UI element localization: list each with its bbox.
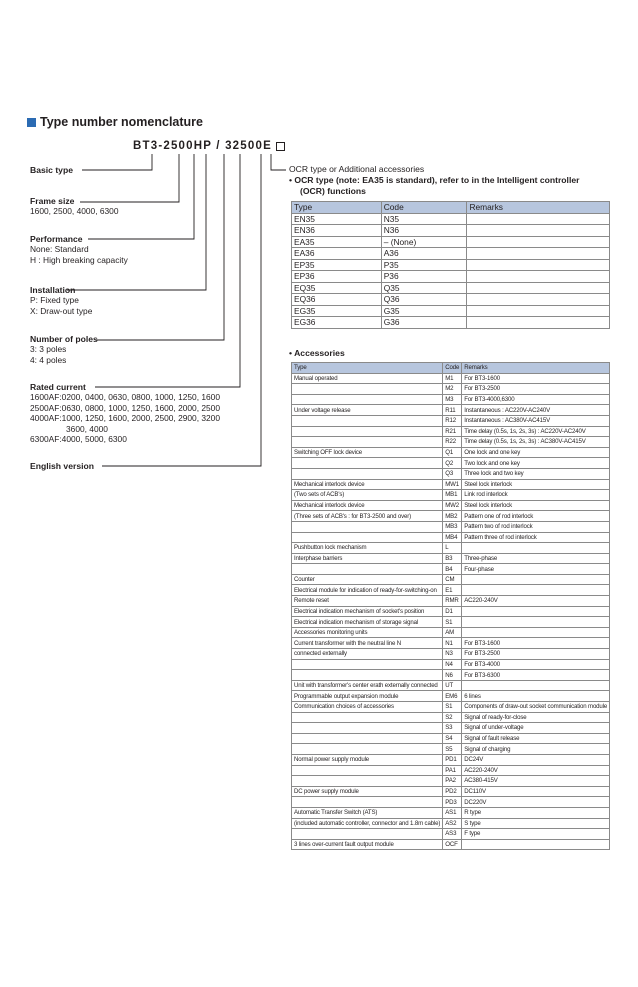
acc-row	[292, 500, 610, 511]
acc-row	[292, 765, 610, 776]
acc-cell: Automatic Transfer Switch (ATS)	[292, 807, 443, 818]
acc-cell: Instantaneous : AC380V-AC415V	[462, 415, 610, 426]
acc-cell: PA2	[443, 776, 462, 787]
acc-cell: Steel lock interlock	[462, 479, 610, 490]
ocr-subheading-cont: (OCR) functions	[300, 186, 366, 196]
ocr-cell: A36	[381, 248, 467, 260]
acc-row	[292, 670, 610, 681]
acc-cell: EM6	[443, 691, 462, 702]
acc-cell: Signal of charging	[462, 744, 610, 755]
ocr-header-cell: Code	[381, 202, 467, 214]
acc-cell: MW2	[443, 500, 462, 511]
acc-cell	[292, 426, 443, 437]
ocr-row	[292, 305, 610, 317]
annotation-line: 1600AF:0200, 0400, 0630, 0800, 1000, 1250, 1600	[30, 392, 220, 403]
acc-cell: R22	[443, 437, 462, 448]
acc-cell	[292, 712, 443, 723]
acc-cell: PD2	[443, 786, 462, 797]
acc-cell	[292, 797, 443, 808]
acc-row	[292, 807, 610, 818]
ocr-cell	[467, 317, 610, 329]
acc-cell: For BT3-1600	[462, 638, 610, 649]
annotation-line: 1600, 2500, 4000, 6300	[30, 206, 119, 217]
acc-row	[292, 415, 610, 426]
acc-cell: MB4	[443, 532, 462, 543]
annotation-title: English version	[30, 461, 94, 471]
acc-cell	[292, 468, 443, 479]
acc-cell	[462, 574, 610, 585]
acc-cell: For BT3-2500	[462, 649, 610, 660]
acc-cell: AS2	[443, 818, 462, 829]
acc-cell: CM	[443, 574, 462, 585]
acc-row	[292, 680, 610, 691]
acc-cell	[462, 839, 610, 850]
ocr-cell	[467, 282, 610, 294]
annotation-frame-size	[30, 196, 119, 217]
acc-row	[292, 426, 610, 437]
acc-cell: AC220-240V	[462, 596, 610, 607]
ocr-cell: EN35	[292, 213, 382, 225]
acc-cell: Mechanical interlock device	[292, 500, 443, 511]
ocr-header-cell: Remarks	[467, 202, 610, 214]
leader-frame-size	[80, 154, 179, 202]
acc-row	[292, 532, 610, 543]
acc-cell: DC110V	[462, 786, 610, 797]
annotation-line: P: Fixed type	[30, 295, 79, 306]
acc-cell: D1	[443, 606, 462, 617]
acc-cell: 6 lines	[462, 691, 610, 702]
acc-row	[292, 627, 610, 638]
acc-cell	[292, 829, 443, 840]
acc-cell: Instantaneous : AC220V-AC240V	[462, 405, 610, 416]
acc-row	[292, 479, 610, 490]
acc-cell: Time delay (0.5s, 1s, 2s, 3s) : AC380V-AC415V	[462, 437, 610, 448]
annotation-title: Number of poles	[30, 334, 98, 344]
leader-ocr	[271, 154, 286, 170]
ocr-heading: OCR type or Additional accessories	[289, 164, 425, 174]
acc-cell	[292, 384, 443, 395]
ocr-row	[292, 236, 610, 248]
ocr-cell: EP35	[292, 259, 382, 271]
acc-row	[292, 585, 610, 596]
acc-cell	[462, 627, 610, 638]
ocr-cell	[467, 236, 610, 248]
annotation-rated-current	[30, 382, 220, 444]
acc-cell: Accessories monitoring units	[292, 627, 443, 638]
acc-cell	[462, 543, 610, 554]
acc-row	[292, 564, 610, 575]
acc-cell: Communication choices of accessories	[292, 702, 443, 713]
leader-installation	[67, 154, 206, 290]
acc-row	[292, 723, 610, 734]
acc-row	[292, 521, 610, 532]
acc-cell: Electrical indication mechanism of storage signal	[292, 617, 443, 628]
acc-cell: N3	[443, 649, 462, 660]
leader-basic-type	[82, 154, 152, 170]
annotation-number-of-poles	[30, 334, 98, 365]
acc-header-cell: Code	[443, 363, 462, 374]
acc-row	[292, 543, 610, 554]
acc-cell: Interphase barriers	[292, 553, 443, 564]
acc-row	[292, 691, 610, 702]
acc-cell: MB2	[443, 511, 462, 522]
acc-row	[292, 405, 610, 416]
acc-cell: M1	[443, 373, 462, 384]
acc-row	[292, 596, 610, 607]
ocr-cell	[467, 213, 610, 225]
ocr-cell	[467, 225, 610, 237]
acc-cell	[292, 659, 443, 670]
acc-row	[292, 744, 610, 755]
acc-header-row	[292, 363, 610, 374]
annotation-title: Frame size	[30, 196, 75, 206]
annotation-line: 6300AF:4000, 5000, 6300	[30, 434, 127, 445]
acc-cell: S3	[443, 723, 462, 734]
acc-cell: For BT3-1600	[462, 373, 610, 384]
annotation-title: Rated current	[30, 382, 86, 392]
ocr-row	[292, 259, 610, 271]
ocr-cell: – (None)	[381, 236, 467, 248]
acc-cell: B4	[443, 564, 462, 575]
ocr-row	[292, 282, 610, 294]
acc-cell	[292, 521, 443, 532]
acc-cell: For BT3-4000	[462, 659, 610, 670]
acc-cell: Remote reset	[292, 596, 443, 607]
annotation-line: 3: 3 poles	[30, 344, 67, 355]
ocr-cell: EN36	[292, 225, 382, 237]
acc-header-cell: Remarks	[462, 363, 610, 374]
acc-cell	[292, 670, 443, 681]
acc-row	[292, 384, 610, 395]
acc-cell: S1	[443, 617, 462, 628]
annotation-line: None: Standard	[30, 244, 89, 255]
acc-cell: Time delay (0.5s, 1s, 2s, 3s) : AC220V-AC240V	[462, 426, 610, 437]
acc-cell	[292, 765, 443, 776]
acc-row	[292, 490, 610, 501]
acc-cell: RMR	[443, 596, 462, 607]
acc-cell	[292, 532, 443, 543]
ocr-row	[292, 294, 610, 306]
acc-cell	[292, 458, 443, 469]
acc-row	[292, 839, 610, 850]
acc-cell: Q1	[443, 447, 462, 458]
acc-cell: R21	[443, 426, 462, 437]
annotation-english-version	[30, 461, 94, 471]
annotation-line: 4000AF:1000, 1250, 1600, 2000, 2500, 2900, 3200	[30, 413, 220, 424]
acc-cell: S5	[443, 744, 462, 755]
acc-cell: One lock and one key	[462, 447, 610, 458]
acc-cell: AC380-415V	[462, 776, 610, 787]
acc-cell	[292, 394, 443, 405]
ocr-cell	[467, 259, 610, 271]
acc-cell: Counter	[292, 574, 443, 585]
ocr-cell: EP36	[292, 271, 382, 283]
acc-cell: For BT3-4000,6300	[462, 394, 610, 405]
ocr-cell	[467, 305, 610, 317]
acc-cell: E1	[443, 585, 462, 596]
acc-cell: R12	[443, 415, 462, 426]
ocr-cell: Q35	[381, 282, 467, 294]
acc-cell: Q3	[443, 468, 462, 479]
acc-cell	[462, 617, 610, 628]
ocr-cell	[467, 271, 610, 283]
acc-cell: Three-phase	[462, 553, 610, 564]
acc-cell: Electrical indication mechanism of socket's position	[292, 606, 443, 617]
ocr-row	[292, 213, 610, 225]
acc-cell: AC220-240V	[462, 765, 610, 776]
annotation-line: 2500AF:0630, 0800, 1000, 1250, 1600, 2000, 2500	[30, 402, 220, 413]
ocr-type-table	[291, 201, 610, 329]
acc-cell: Pattern one of rod interlock	[462, 511, 610, 522]
acc-cell: DC220V	[462, 797, 610, 808]
acc-cell: F type	[462, 829, 610, 840]
acc-cell: Two lock and one key	[462, 458, 610, 469]
acc-cell: (included automatic controller, connector and 1.8m cable)	[292, 818, 443, 829]
acc-cell: 3 lines over-current fault output module	[292, 839, 443, 850]
acc-cell: Electrical module for indication of ready-for-switching-on	[292, 585, 443, 596]
acc-row	[292, 733, 610, 744]
acc-cell: MW1	[443, 479, 462, 490]
acc-cell: B3	[443, 553, 462, 564]
acc-cell	[292, 723, 443, 734]
accessories-title: • Accessories	[289, 348, 345, 358]
acc-cell: MB3	[443, 521, 462, 532]
ocr-cell: Q36	[381, 294, 467, 306]
acc-row	[292, 468, 610, 479]
acc-row	[292, 606, 610, 617]
ocr-cell: P36	[381, 271, 467, 283]
acc-cell	[462, 680, 610, 691]
ocr-cell: P35	[381, 259, 467, 271]
acc-cell: Pattern three of rod interlock	[462, 532, 610, 543]
acc-cell: M3	[443, 394, 462, 405]
ocr-cell: EA35	[292, 236, 382, 248]
acc-cell	[292, 415, 443, 426]
model-code-text: BT3-2500HP / 32500E	[133, 140, 272, 152]
annotation-performance	[30, 234, 128, 265]
annotation-line: H : High breaking capacity	[30, 254, 128, 265]
annotation-title: Basic type	[30, 165, 73, 175]
acc-row	[292, 511, 610, 522]
acc-cell: Signal of under-voltage	[462, 723, 610, 734]
acc-cell: R type	[462, 807, 610, 818]
annotation-title: Performance	[30, 234, 83, 244]
acc-cell: Q2	[443, 458, 462, 469]
acc-row	[292, 776, 610, 787]
acc-cell: R11	[443, 405, 462, 416]
acc-cell: (Three sets of ACB's : for BT3-2500 and over)	[292, 511, 443, 522]
acc-cell: Signal of ready-for-close	[462, 712, 610, 723]
acc-cell: Four-phase	[462, 564, 610, 575]
acc-cell: connected externally	[292, 649, 443, 660]
acc-cell: (Two sets of ACB's)	[292, 490, 443, 501]
acc-cell: Switching OFF lock device	[292, 447, 443, 458]
acc-cell	[462, 585, 610, 596]
annotation-line: 4: 4 poles	[30, 354, 67, 365]
acc-cell: AS3	[443, 829, 462, 840]
ocr-cell	[467, 294, 610, 306]
acc-cell: UT	[443, 680, 462, 691]
acc-cell: PA1	[443, 765, 462, 776]
acc-cell: Link rod interlock	[462, 490, 610, 501]
acc-cell: DC power supply module	[292, 786, 443, 797]
acc-cell	[292, 733, 443, 744]
acc-cell: S2	[443, 712, 462, 723]
acc-row	[292, 712, 610, 723]
ocr-cell: EQ35	[292, 282, 382, 294]
acc-cell: Programmable output expansion module	[292, 691, 443, 702]
acc-row	[292, 553, 610, 564]
leader-rated-current	[95, 154, 240, 387]
acc-cell: N6	[443, 670, 462, 681]
acc-cell: DC24V	[462, 754, 610, 765]
acc-cell: Current transformer with the neutral line N	[292, 638, 443, 649]
accessories-table	[291, 362, 610, 850]
acc-row	[292, 617, 610, 628]
acc-row	[292, 574, 610, 585]
acc-cell: Normal power supply module	[292, 754, 443, 765]
acc-cell	[462, 606, 610, 617]
acc-row	[292, 659, 610, 670]
acc-cell: Steel lock interlock	[462, 500, 610, 511]
acc-cell	[292, 776, 443, 787]
ocr-header-cell: Type	[292, 202, 382, 214]
acc-cell: Pattern two of rod interlock	[462, 521, 610, 532]
acc-cell: N4	[443, 659, 462, 670]
acc-cell: MB1	[443, 490, 462, 501]
acc-row	[292, 458, 610, 469]
ocr-cell: EA36	[292, 248, 382, 260]
ocr-cell: N35	[381, 213, 467, 225]
acc-row	[292, 818, 610, 829]
ocr-cell: EQ36	[292, 294, 382, 306]
acc-cell: PD3	[443, 797, 462, 808]
annotation-basic-type	[30, 165, 73, 175]
section-title-text: Type number nomenclature	[40, 115, 203, 129]
ocr-subheading: • OCR type (note: EA35 is standard), refer to in the Intelligent controller	[289, 175, 580, 185]
acc-row	[292, 649, 610, 660]
acc-cell: OCF	[443, 839, 462, 850]
acc-row	[292, 373, 610, 384]
acc-cell: PD1	[443, 754, 462, 765]
acc-row	[292, 447, 610, 458]
acc-row	[292, 638, 610, 649]
acc-row	[292, 754, 610, 765]
acc-cell	[292, 564, 443, 575]
acc-cell: For BT3-6300	[462, 670, 610, 681]
ocr-row	[292, 248, 610, 260]
acc-cell: For BT3-2500	[462, 384, 610, 395]
acc-cell: S type	[462, 818, 610, 829]
annotation-line: X: Draw-out type	[30, 305, 93, 316]
acc-cell: Under voltage release	[292, 405, 443, 416]
acc-cell: AM	[443, 627, 462, 638]
acc-row	[292, 797, 610, 808]
ocr-row	[292, 225, 610, 237]
annotation-line: 3600, 4000	[66, 423, 108, 434]
acc-header-cell: Type	[292, 363, 443, 374]
ocr-cell: G36	[381, 317, 467, 329]
ocr-cell: EG35	[292, 305, 382, 317]
acc-cell	[292, 437, 443, 448]
acc-row	[292, 786, 610, 797]
acc-cell: AS1	[443, 807, 462, 818]
ocr-cell: N36	[381, 225, 467, 237]
annotation-title: Installation	[30, 285, 76, 295]
acc-row	[292, 394, 610, 405]
acc-cell: Components of draw-out socket communication module	[462, 702, 610, 713]
acc-cell: Three lock and two key	[462, 468, 610, 479]
acc-row	[292, 829, 610, 840]
acc-cell: N1	[443, 638, 462, 649]
acc-cell: L	[443, 543, 462, 554]
acc-cell: Unit with transformer's center erath externally connected	[292, 680, 443, 691]
acc-cell: Manual operated	[292, 373, 443, 384]
ocr-cell	[467, 248, 610, 260]
acc-cell	[292, 744, 443, 755]
ocr-row	[292, 271, 610, 283]
acc-cell: M2	[443, 384, 462, 395]
acc-cell: Pushbutton lock mechanism	[292, 543, 443, 554]
ocr-cell: G35	[381, 305, 467, 317]
acc-cell: Signal of fault release	[462, 733, 610, 744]
annotation-installation	[30, 285, 92, 316]
acc-row	[292, 437, 610, 448]
ocr-header-row	[292, 202, 610, 214]
acc-cell: Mechanical interlock device	[292, 479, 443, 490]
ocr-cell: EG36	[292, 317, 382, 329]
ocr-row	[292, 317, 610, 329]
acc-cell: S4	[443, 733, 462, 744]
acc-row	[292, 702, 610, 713]
acc-cell: S1	[443, 702, 462, 713]
ocr-heading-block	[289, 164, 579, 197]
